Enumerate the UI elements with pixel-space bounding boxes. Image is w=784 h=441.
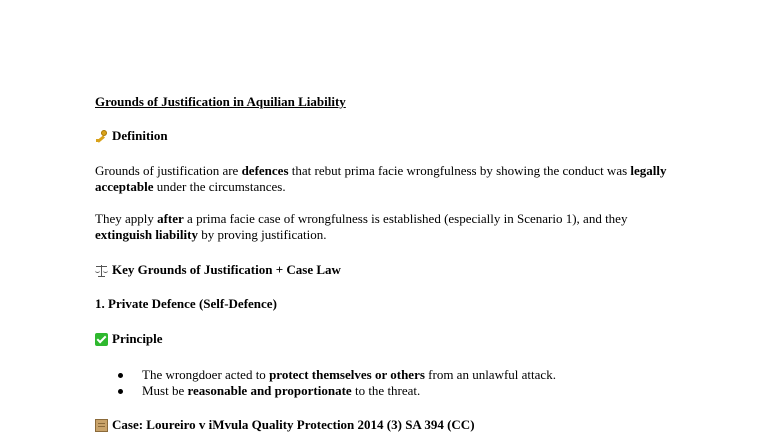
document-title: Grounds of Justification in Aquilian Liability <box>95 94 346 109</box>
key-icon <box>95 130 108 143</box>
definition-heading-text: Definition <box>112 128 168 143</box>
definition-paragraph-2-line-2 <box>95 227 327 243</box>
definition-heading <box>95 128 168 144</box>
text-span: from an unlawful attack. <box>424 367 556 382</box>
section-1-heading: 1. Private Defence (Self-Defence) <box>95 296 277 311</box>
text-span: by proving justification. <box>197 227 327 242</box>
definition-paragraph-1-line-2 <box>95 179 286 195</box>
bold-span: after <box>157 211 184 226</box>
list-item <box>118 383 420 399</box>
text-span: a prima facie case of wrongfulness is established (especially in Scenario 1), and they <box>183 211 628 226</box>
text-span: that rebut prima facie wrongfulness by showing the conduct was <box>288 163 631 178</box>
text-span: to the threat. <box>351 383 421 398</box>
definition-paragraph-2-line-1 <box>95 211 627 227</box>
scales-icon <box>95 264 108 277</box>
bullet-icon <box>118 373 123 378</box>
bold-span: legally <box>630 163 667 178</box>
principle-heading <box>95 331 163 347</box>
bold-span: defences <box>241 163 289 178</box>
key-grounds-heading-text: Key Grounds of Justification + Case Law <box>112 262 341 277</box>
case-heading-text: Case: Loureiro v iMvula Quality Protection 2014 (3) SA 394 (CC) <box>112 417 475 432</box>
text-span: under the circumstances. <box>153 179 286 194</box>
bold-span: extinguish liability <box>95 227 198 242</box>
check-icon <box>95 333 108 346</box>
text-span: Must be <box>142 383 188 398</box>
text-span: The wrongdoer acted to <box>142 367 270 382</box>
list-item <box>118 367 556 383</box>
bold-span: reasonable and proportionate <box>187 383 352 398</box>
bold-span: protect themselves or others <box>269 367 425 382</box>
bold-span: acceptable <box>95 179 154 194</box>
scroll-icon <box>95 419 108 432</box>
definition-paragraph-1-line-1 <box>95 163 667 179</box>
text-span: Grounds of justification are <box>95 163 242 178</box>
text-span: They apply <box>95 211 158 226</box>
principle-heading-text: Principle <box>112 331 163 346</box>
case-heading <box>95 417 475 433</box>
key-grounds-heading <box>95 262 341 278</box>
bullet-icon <box>118 389 123 394</box>
